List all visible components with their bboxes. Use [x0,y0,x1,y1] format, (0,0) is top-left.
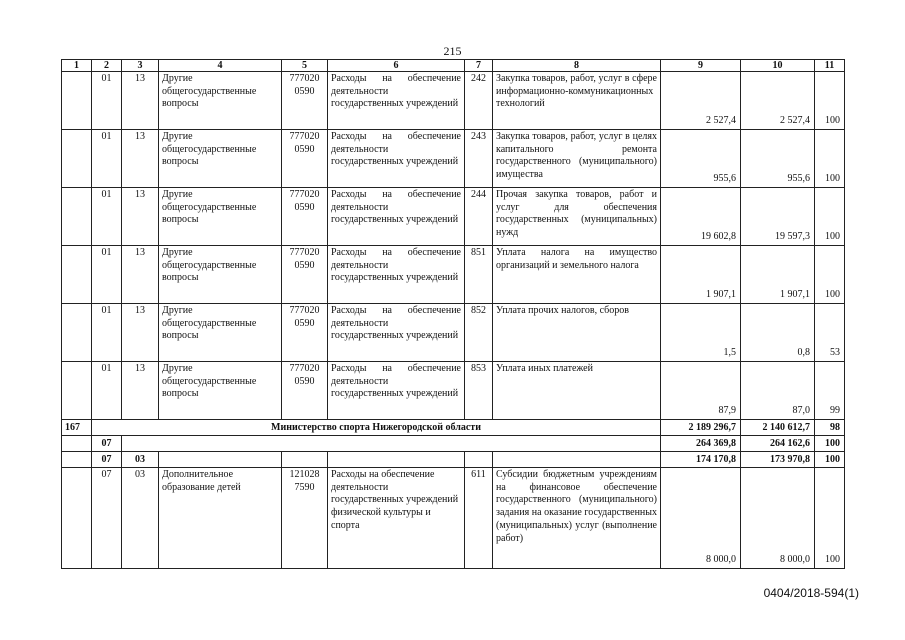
col1-cell [62,436,92,452]
section-code-cell: 01 [92,72,122,130]
section-name-cell: Другие общегосударственные вопросы [159,304,282,362]
subsection-code-cell: 03 [122,452,159,468]
subsection-code-cell: 13 [122,188,159,246]
percent-cell: 100 [815,130,845,188]
target-code-cell: 777020 0590 [282,188,328,246]
section-name-cell: Другие общегосударственные вопросы [159,130,282,188]
col1-cell [62,246,92,304]
actual-amount-cell: 264 162,6 [741,436,815,452]
planned-amount-cell: 2 527,4 [661,72,741,130]
page-number: 215 [443,44,462,58]
table-row [62,304,845,362]
section-name-cell: Другие общегосударственные вопросы [159,72,282,130]
header-cell: 10 [741,60,815,72]
target-code-cell: 777020 0590 [282,304,328,362]
empty-cell [465,452,493,468]
empty-cell [493,452,661,468]
actual-amount-cell: 0,8 [741,304,815,362]
expense-type-code-cell: 853 [465,362,493,420]
percent-cell: 100 [815,246,845,304]
header-cell: 5 [282,60,328,72]
subsection-code-cell: 13 [122,304,159,362]
table-row [62,468,845,569]
header-cell: 4 [159,60,282,72]
header-cell: 7 [465,60,493,72]
table-row [62,246,845,304]
target-name-cell: Расходы на обеспечение деятельности государственных учреждений [328,246,465,304]
target-code-cell: 777020 0590 [282,72,328,130]
planned-amount-cell: 955,6 [661,130,741,188]
planned-amount-cell: 2 189 296,7 [661,420,741,436]
ministry-code-cell: 167 [62,420,92,436]
percent-cell: 98 [815,420,845,436]
document-code: 0404/2018-594(1) [763,586,859,600]
expense-type-name-cell: Прочая закупка товаров, работ и услуг для обеспечения государственных (муниципальных) нужд [493,188,661,246]
expense-type-code-cell: 243 [465,130,493,188]
expense-type-name-cell: Закупка товаров, работ, услуг в целях капитального ремонта государственного (муниципального) имущества [493,130,661,188]
actual-amount-cell: 173 970,8 [741,452,815,468]
header-cell: 2 [92,60,122,72]
empty-cell [122,436,661,452]
expense-type-code-cell: 244 [465,188,493,246]
table-row [62,72,845,130]
empty-cell [282,452,328,468]
budget-table [61,59,845,569]
section-code-cell: 07 [92,468,122,569]
planned-amount-cell: 1,5 [661,304,741,362]
section-code-cell: 01 [92,188,122,246]
table-row [62,188,845,246]
actual-amount-cell: 955,6 [741,130,815,188]
col1-cell [62,468,92,569]
expense-type-code-cell: 852 [465,304,493,362]
actual-amount-cell: 87,0 [741,362,815,420]
col1-cell [62,362,92,420]
section-row [62,436,845,452]
subsection-code-cell: 13 [122,72,159,130]
section-name-cell: Другие общегосударственные вопросы [159,362,282,420]
ministry-row [62,420,845,436]
col1-cell [62,130,92,188]
expense-type-name-cell: Уплата налога на имущество организаций и земельного налога [493,246,661,304]
empty-cell [328,452,465,468]
header-row [62,60,845,72]
planned-amount-cell: 87,9 [661,362,741,420]
expense-type-name-cell: Субсидии бюджетным учреждениям на финансовое обеспечение государственного (муниципального) задания на оказание государственных (муниципальных) услуг (выполнение работ) [493,468,661,569]
table-row [62,130,845,188]
percent-cell: 53 [815,304,845,362]
col1-cell [62,304,92,362]
section-code-cell: 07 [92,436,122,452]
actual-amount-cell: 1 907,1 [741,246,815,304]
header-cell: 3 [122,60,159,72]
target-name-cell: Расходы на обеспечение деятельности государственных учреждений [328,304,465,362]
section-name-cell: Другие общегосударственные вопросы [159,188,282,246]
target-name-cell: Расходы на обеспечение деятельности государственных учреждений [328,72,465,130]
table-row [62,362,845,420]
target-name-cell: Расходы на обеспечение деятельности государственных учреждений [328,362,465,420]
target-name-cell: Расходы на обеспечение деятельности государственных учреждений [328,130,465,188]
planned-amount-cell: 8 000,0 [661,468,741,569]
header-cell: 8 [493,60,661,72]
subsection-code-cell: 13 [122,246,159,304]
subsection-code-cell: 13 [122,362,159,420]
target-code-cell: 777020 0590 [282,362,328,420]
expense-type-code-cell: 611 [465,468,493,569]
col1-cell [62,188,92,246]
expense-type-code-cell: 242 [465,72,493,130]
actual-amount-cell: 2 527,4 [741,72,815,130]
header-cell: 11 [815,60,845,72]
col1-cell [62,452,92,468]
expense-type-code-cell: 851 [465,246,493,304]
percent-cell: 100 [815,452,845,468]
target-name-cell: Расходы на обеспечение деятельности государственных учреждений [328,188,465,246]
section-code-cell: 01 [92,304,122,362]
target-code-cell: 777020 0590 [282,246,328,304]
section-code-cell: 01 [92,130,122,188]
percent-cell: 100 [815,468,845,569]
percent-cell: 100 [815,436,845,452]
target-code-cell: 121028 7590 [282,468,328,569]
section-name-cell: Другие общегосударственные вопросы [159,246,282,304]
section-code-cell: 01 [92,246,122,304]
subsection-code-cell: 13 [122,130,159,188]
percent-cell: 99 [815,362,845,420]
target-name-cell: Расходы на обеспечение деятельности государственных учреждений физической культуры и спорта [328,468,465,569]
section-name-cell: Дополнительное образование детей [159,468,282,569]
section-code-cell: 01 [92,362,122,420]
expense-type-name-cell: Закупка товаров, работ, услуг в сфере информационно-коммуникационных технологий [493,72,661,130]
header-cell: 6 [328,60,465,72]
target-code-cell: 777020 0590 [282,130,328,188]
actual-amount-cell: 19 597,3 [741,188,815,246]
planned-amount-cell: 264 369,8 [661,436,741,452]
col1-cell [62,72,92,130]
percent-cell: 100 [815,188,845,246]
section-code-cell: 07 [92,452,122,468]
planned-amount-cell: 174 170,8 [661,452,741,468]
planned-amount-cell: 19 602,8 [661,188,741,246]
header-cell: 9 [661,60,741,72]
expense-type-name-cell: Уплата прочих налогов, сборов [493,304,661,362]
ministry-title-cell: Министерство спорта Нижегородской области [92,420,661,436]
percent-cell: 100 [815,72,845,130]
empty-cell [159,452,282,468]
planned-amount-cell: 1 907,1 [661,246,741,304]
expense-type-name-cell: Уплата иных платежей [493,362,661,420]
subsection-code-cell: 03 [122,468,159,569]
header-cell: 1 [62,60,92,72]
subsection-row [62,452,845,468]
actual-amount-cell: 2 140 612,7 [741,420,815,436]
actual-amount-cell: 8 000,0 [741,468,815,569]
